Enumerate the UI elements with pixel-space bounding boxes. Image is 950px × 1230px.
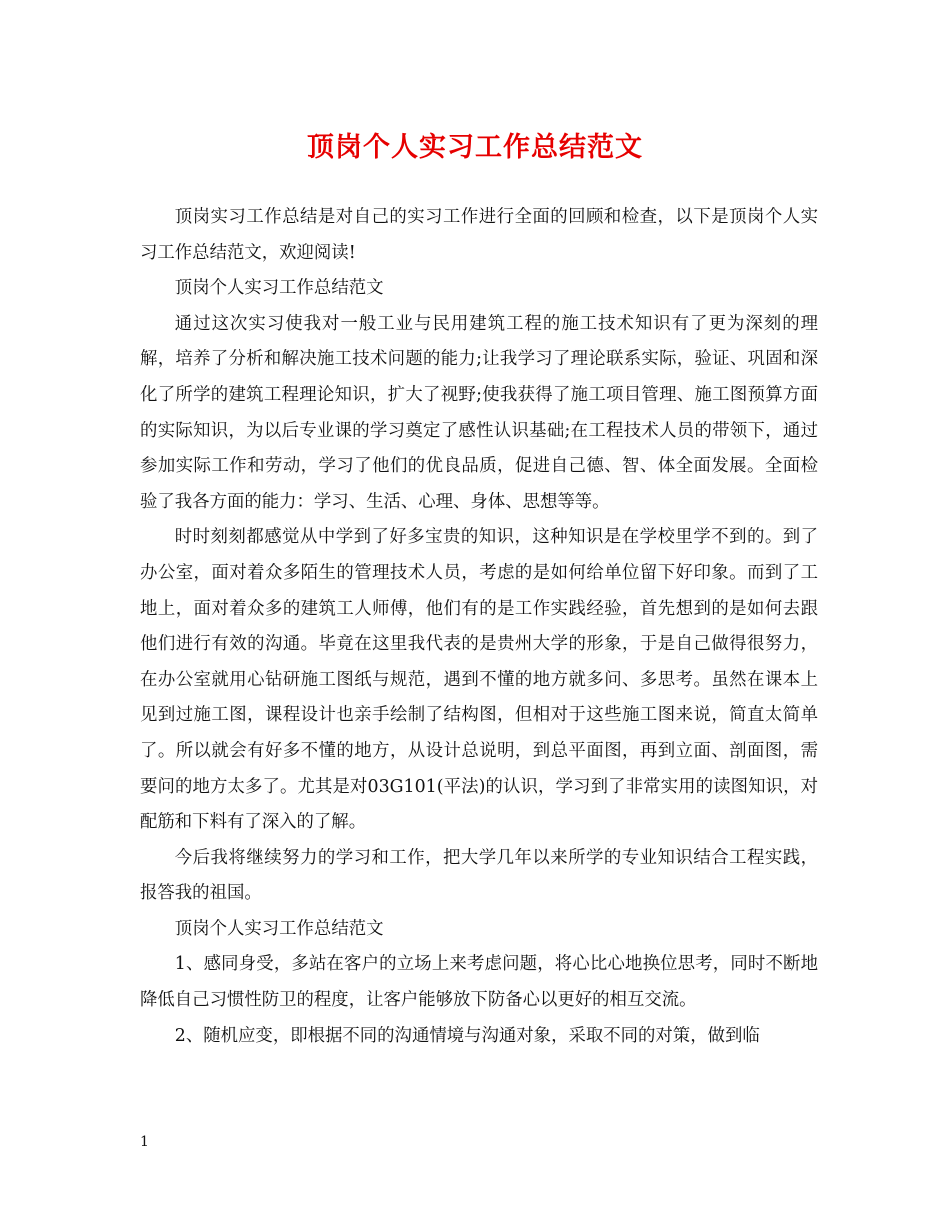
body-paragraph: 时时刻刻都感觉从中学到了好多宝贵的知识，这种知识是在学校里学不到的。到了办公室，面对着众多陌生的管理技术人员，考虑的是如何给单位留下好印象。而到了工地上，面对着众多的建筑工人师傅，他们有的是工作实践经验，首先想到的是如何去跟他们进行有效的沟通。毕竟在这里我代表的是贵州大学的形象，于是自己做得很努力，在办公室就用心钻研施工图纸与规范，遇到不懂的地方就多问、多思考。虽然在课本上见到过施工图，课程设计也亲手绘制了结构图，但相对于这些施工图来说，简直太简单了。所以就会有好多不懂的地方，从设计总说明，到总平面图，再到立面、剖面图，需要问的地方太多了。尤其是对03G101(平法)的认识，学习到了非常实用的读图知识，对配筋和下料有了深入的了解。 (140, 527, 818, 833)
document-body (140, 200, 818, 1054)
section-heading: 顶岗个人实习工作总结范文 (174, 278, 384, 299)
body-paragraph: 1、感同身受，多站在客户的立场上来考虑问题，将心比心地换位思考，同时不断地降低自己习惯性防卫的程度，让客户能够放下防备心以更好的相互交流。 (140, 954, 818, 1011)
intro-paragraph: 顶岗实习工作总结是对自己的实习工作进行全面的回顾和检查，以下是顶岗个人实习工作总结范文，欢迎阅读! (140, 207, 818, 263)
body-paragraph: 2、随机应变，即根据不同的沟通情境与沟通对象，采取不同的对策，做到临 (174, 1025, 760, 1046)
page-number: 1 (140, 1134, 149, 1150)
body-paragraph: 通过这次实习使我对一般工业与民用建筑工程的施工技术知识有了更为深刻的理解，培养了分析和解决施工技术问题的能力;让我学习了理论联系实际，验证、巩固和深化了所学的建筑工程理论知识，扩大了视野;使我获得了施工项目管理、施工图预算方面的实际知识，为以后专业课的学习奠定了感性认识基础;在工程技术人员的带领下，通过参加实际工作和劳动，学习了他们的优良品质，促进自己德、智、体全面发展。全面检验了我各方面的能力：学习、生活、心理、身体、思想等等。 (140, 313, 818, 512)
body-paragraph: 今后我将继续努力的学习和工作，把大学几年以来所学的专业知识结合工程实践，报答我的祖国。 (140, 847, 818, 904)
section-heading: 顶岗个人实习工作总结范文 (174, 918, 384, 939)
document-title: 顶岗个人实习工作总结范文 (307, 132, 643, 163)
